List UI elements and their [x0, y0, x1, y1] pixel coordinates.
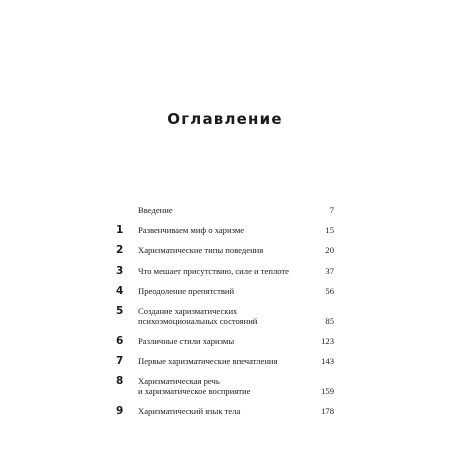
toc-entry-intro	[116, 205, 334, 216]
chapter-number: 8	[116, 374, 124, 387]
toc-entry-7	[116, 356, 334, 367]
page-number: 15	[325, 224, 334, 235]
toc-entry-1	[116, 225, 334, 236]
chapter-title: Харизматический язык тела	[138, 405, 241, 416]
chapter-number: 9	[116, 404, 124, 417]
chapter-title: Харизматические типы поведения	[138, 245, 264, 255]
chapter-title: Развенчиваем миф о харизме	[138, 224, 245, 235]
page-number: 85	[325, 316, 334, 326]
chapter-title: Создание харизматических психоэмоциональных состояний	[138, 305, 258, 326]
chapter-number: 4	[116, 285, 124, 297]
page-number: 178	[321, 405, 334, 416]
page-number: 56	[325, 286, 334, 296]
page-number: 159	[321, 386, 334, 396]
page-number: 143	[321, 356, 334, 366]
chapter-number: 1	[116, 223, 124, 236]
table-of-contents	[116, 205, 334, 416]
chapter-title: Введение	[138, 205, 173, 215]
chapter-number: 2	[116, 244, 124, 256]
toc-entry-5	[116, 306, 334, 327]
page-number: 123	[321, 335, 334, 346]
chapter-title: Первые харизматические впечатления	[138, 356, 278, 366]
chapter-title: Харизматическая речь и харизматическое восприятие	[138, 375, 251, 396]
toc-entry-9	[116, 406, 334, 417]
toc-entry-8	[116, 376, 334, 397]
chapter-number: 7	[116, 355, 124, 367]
chapter-title: Различные стили харизмы	[138, 335, 235, 346]
page-number: 7	[329, 205, 334, 215]
chapter-title: Что мешает присутствию, силе и теплоте	[138, 265, 289, 276]
toc-entry-2	[116, 245, 334, 256]
chapter-number: 5	[116, 304, 124, 317]
page-number: 37	[325, 265, 334, 276]
chapter-number: 3	[116, 264, 124, 277]
toc-entry-4	[116, 286, 334, 297]
chapter-number: 6	[116, 334, 124, 347]
toc-entry-6	[116, 336, 334, 347]
page-title: Оглавление	[167, 110, 283, 128]
page-number: 20	[325, 245, 334, 255]
toc-entry-3	[116, 266, 334, 277]
chapter-title: Преодоление препятствий	[138, 286, 235, 296]
